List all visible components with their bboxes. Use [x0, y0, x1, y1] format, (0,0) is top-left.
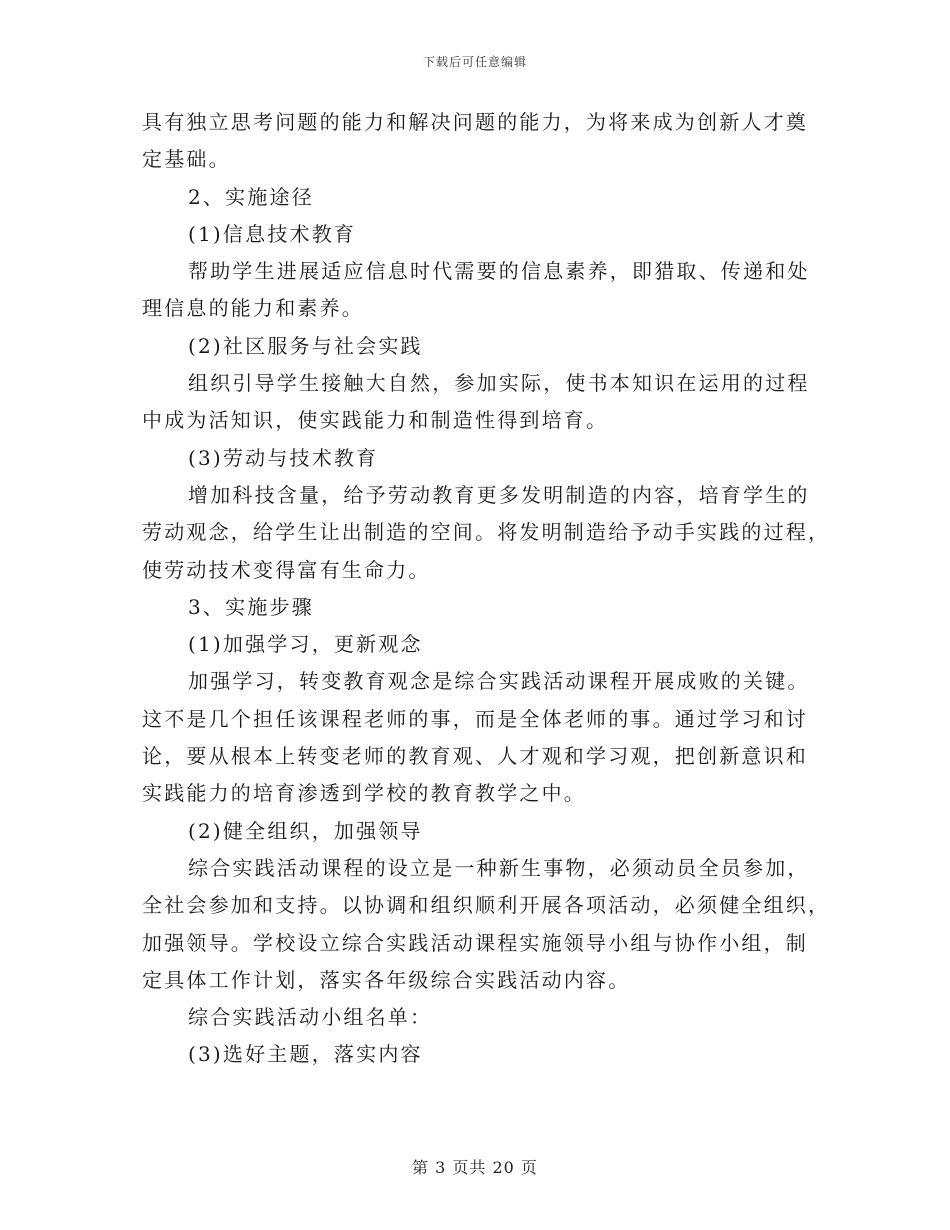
section-heading: 2、实施途径 [188, 184, 314, 209]
text-line: 组织引导学生接触大自然，参加实际，使书本知识在运用的过程 [188, 371, 810, 396]
page-number: 第 3 页共 20 页 [412, 1158, 538, 1177]
subsection-heading: (1)加强学习，更新观念 [188, 632, 423, 657]
text-line: 具有独立思考问题的能力和解决问题的能力，为将来成为创新人才奠 [142, 110, 808, 134]
section-heading: 3、实施步骤 [188, 594, 314, 619]
document-body [142, 104, 831, 1074]
text-line: 论，要从根本上转变老师的教育观、人才观和学习观，把创新意识和 [142, 744, 808, 769]
subsection-heading: (2)社区服务与社会实践 [188, 333, 423, 358]
subsection-heading: (3)劳动与技术教育 [188, 445, 379, 470]
subsection-heading: (1)信息技术教育 [188, 221, 357, 246]
text-line: 综合实践活动小组名单： [188, 1005, 433, 1030]
page-header-note: 下载后可任意编辑 [422, 55, 527, 69]
text-line: 帮助学生进展适应信息时代需要的信息素养，即猎取、传递和处 [188, 259, 810, 284]
text-line: 实践能力的培育渗透到学校的教育教学之中。 [142, 781, 586, 806]
subsection-heading: (3)选好主题，落实内容 [188, 1042, 423, 1067]
text-line: 全社会参加和支持。以协调和组织顺利开展各项活动，必须健全组织， [142, 893, 831, 918]
text-line: 定具体工作计划，落实各年级综合实践活动内容。 [142, 967, 631, 992]
text-line: 劳动观念，给学生让出制造的空间。将发明制造给予动手实践的过程， [142, 520, 831, 545]
subsection-heading: (2)健全组织，加强领导 [188, 818, 423, 843]
text-line: 综合实践活动课程的设立是一种新生事物，必须动员全员参加， [188, 855, 810, 880]
text-line: 加强学习，转变教育观念是综合实践活动课程开展成败的关键。 [188, 669, 810, 694]
text-line: 定基础。 [142, 147, 231, 172]
text-line: 理信息的能力和素养。 [142, 296, 364, 321]
text-line: 这不是几个担任该课程老师的事，而是全体老师的事。通过学习和讨 [142, 706, 808, 731]
text-line: 使劳动技术变得富有生命力。 [142, 557, 431, 582]
text-line: 增加科技含量，给予劳动教育更多发明制造的内容，培育学生的 [188, 482, 810, 507]
text-line: 中成为活知识，使实践能力和制造性得到培育。 [142, 408, 609, 433]
text-line: 加强领导。学校设立综合实践活动课程实施领导小组与协作小组，制 [142, 930, 808, 955]
